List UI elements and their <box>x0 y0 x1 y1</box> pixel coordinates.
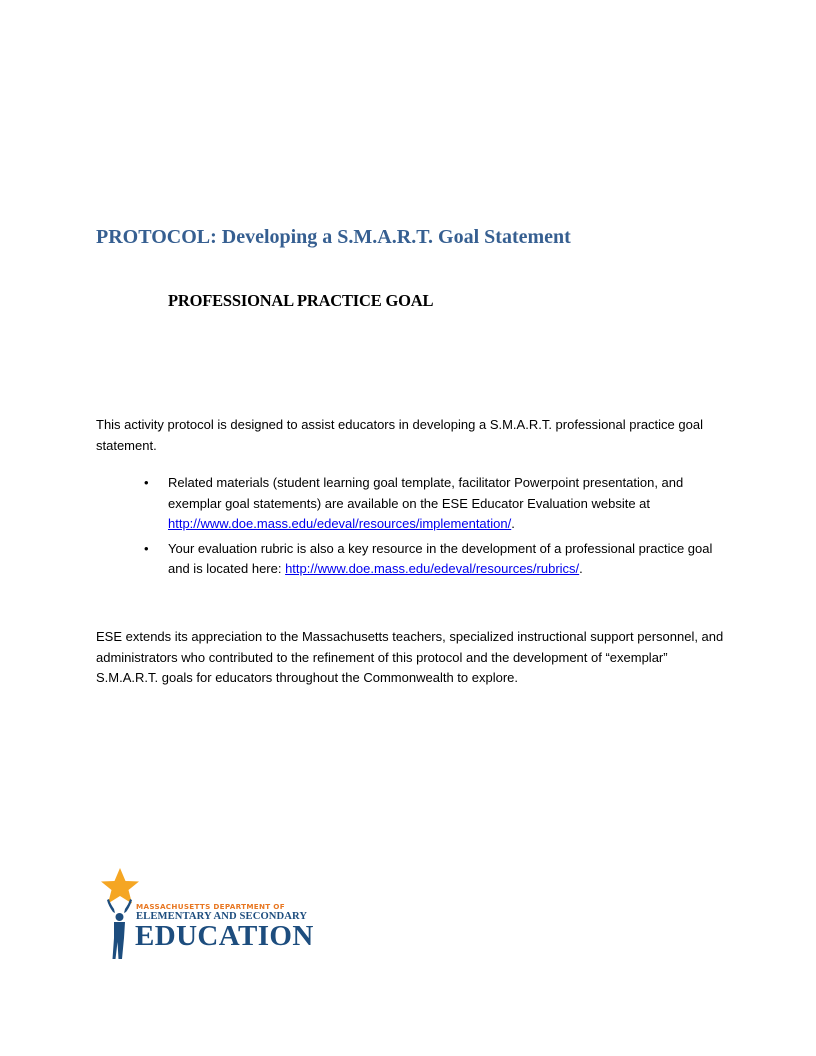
resource-list <box>96 473 726 584</box>
star-icon <box>101 868 139 904</box>
logo-line-3: EDUCATION <box>135 920 314 952</box>
closing-paragraph: ESE extends its appreciation to the Massachusetts teachers, specialized instructional support personnel, and administrators who contributed to the refinement of this protocol and the development of “exemplar” S.M.A.R.T. goals for educators throughout the Commonwealth to explore. <box>96 629 724 685</box>
intro-paragraph: This activity protocol is designed to assist educators in developing a S.M.A.R.T. professional practice goal statement. <box>96 417 703 453</box>
logo-line-2: ELEMENTARY AND SECONDARY <box>136 911 308 922</box>
implementation-link[interactable]: http://www.doe.mass.edu/edeval/resources/implementation/ <box>168 516 512 531</box>
rubrics-link[interactable]: http://www.doe.mass.edu/edeval/resources/rubrics/ <box>285 561 580 576</box>
list-item-text: Related materials (student learning goal template, facilitator Powerpoint presentation, and exemplar goal statements) are available on the ESE Educator Evaluation website at <box>168 475 684 511</box>
bullet-glyph: • <box>144 540 149 556</box>
list-item <box>96 473 726 535</box>
ese-logo <box>95 866 327 962</box>
document-subtitle: PROFESSIONAL PRACTICE GOAL <box>168 291 434 310</box>
list-item-text: Your evaluation rubric is also a key resource in the development of a professional practice goal and is located here: <box>168 540 713 576</box>
document-title: PROTOCOL: Developing a S.M.A.R.T. Goal Statement <box>96 226 571 248</box>
person-figure-icon <box>107 899 132 959</box>
list-item-punct: . <box>579 561 583 576</box>
list-item-punct: . <box>511 516 515 531</box>
logo-line-1: MASSACHUSETTS DEPARTMENT OF <box>136 902 285 911</box>
list-item <box>96 539 726 580</box>
bullet-glyph: • <box>144 475 149 490</box>
